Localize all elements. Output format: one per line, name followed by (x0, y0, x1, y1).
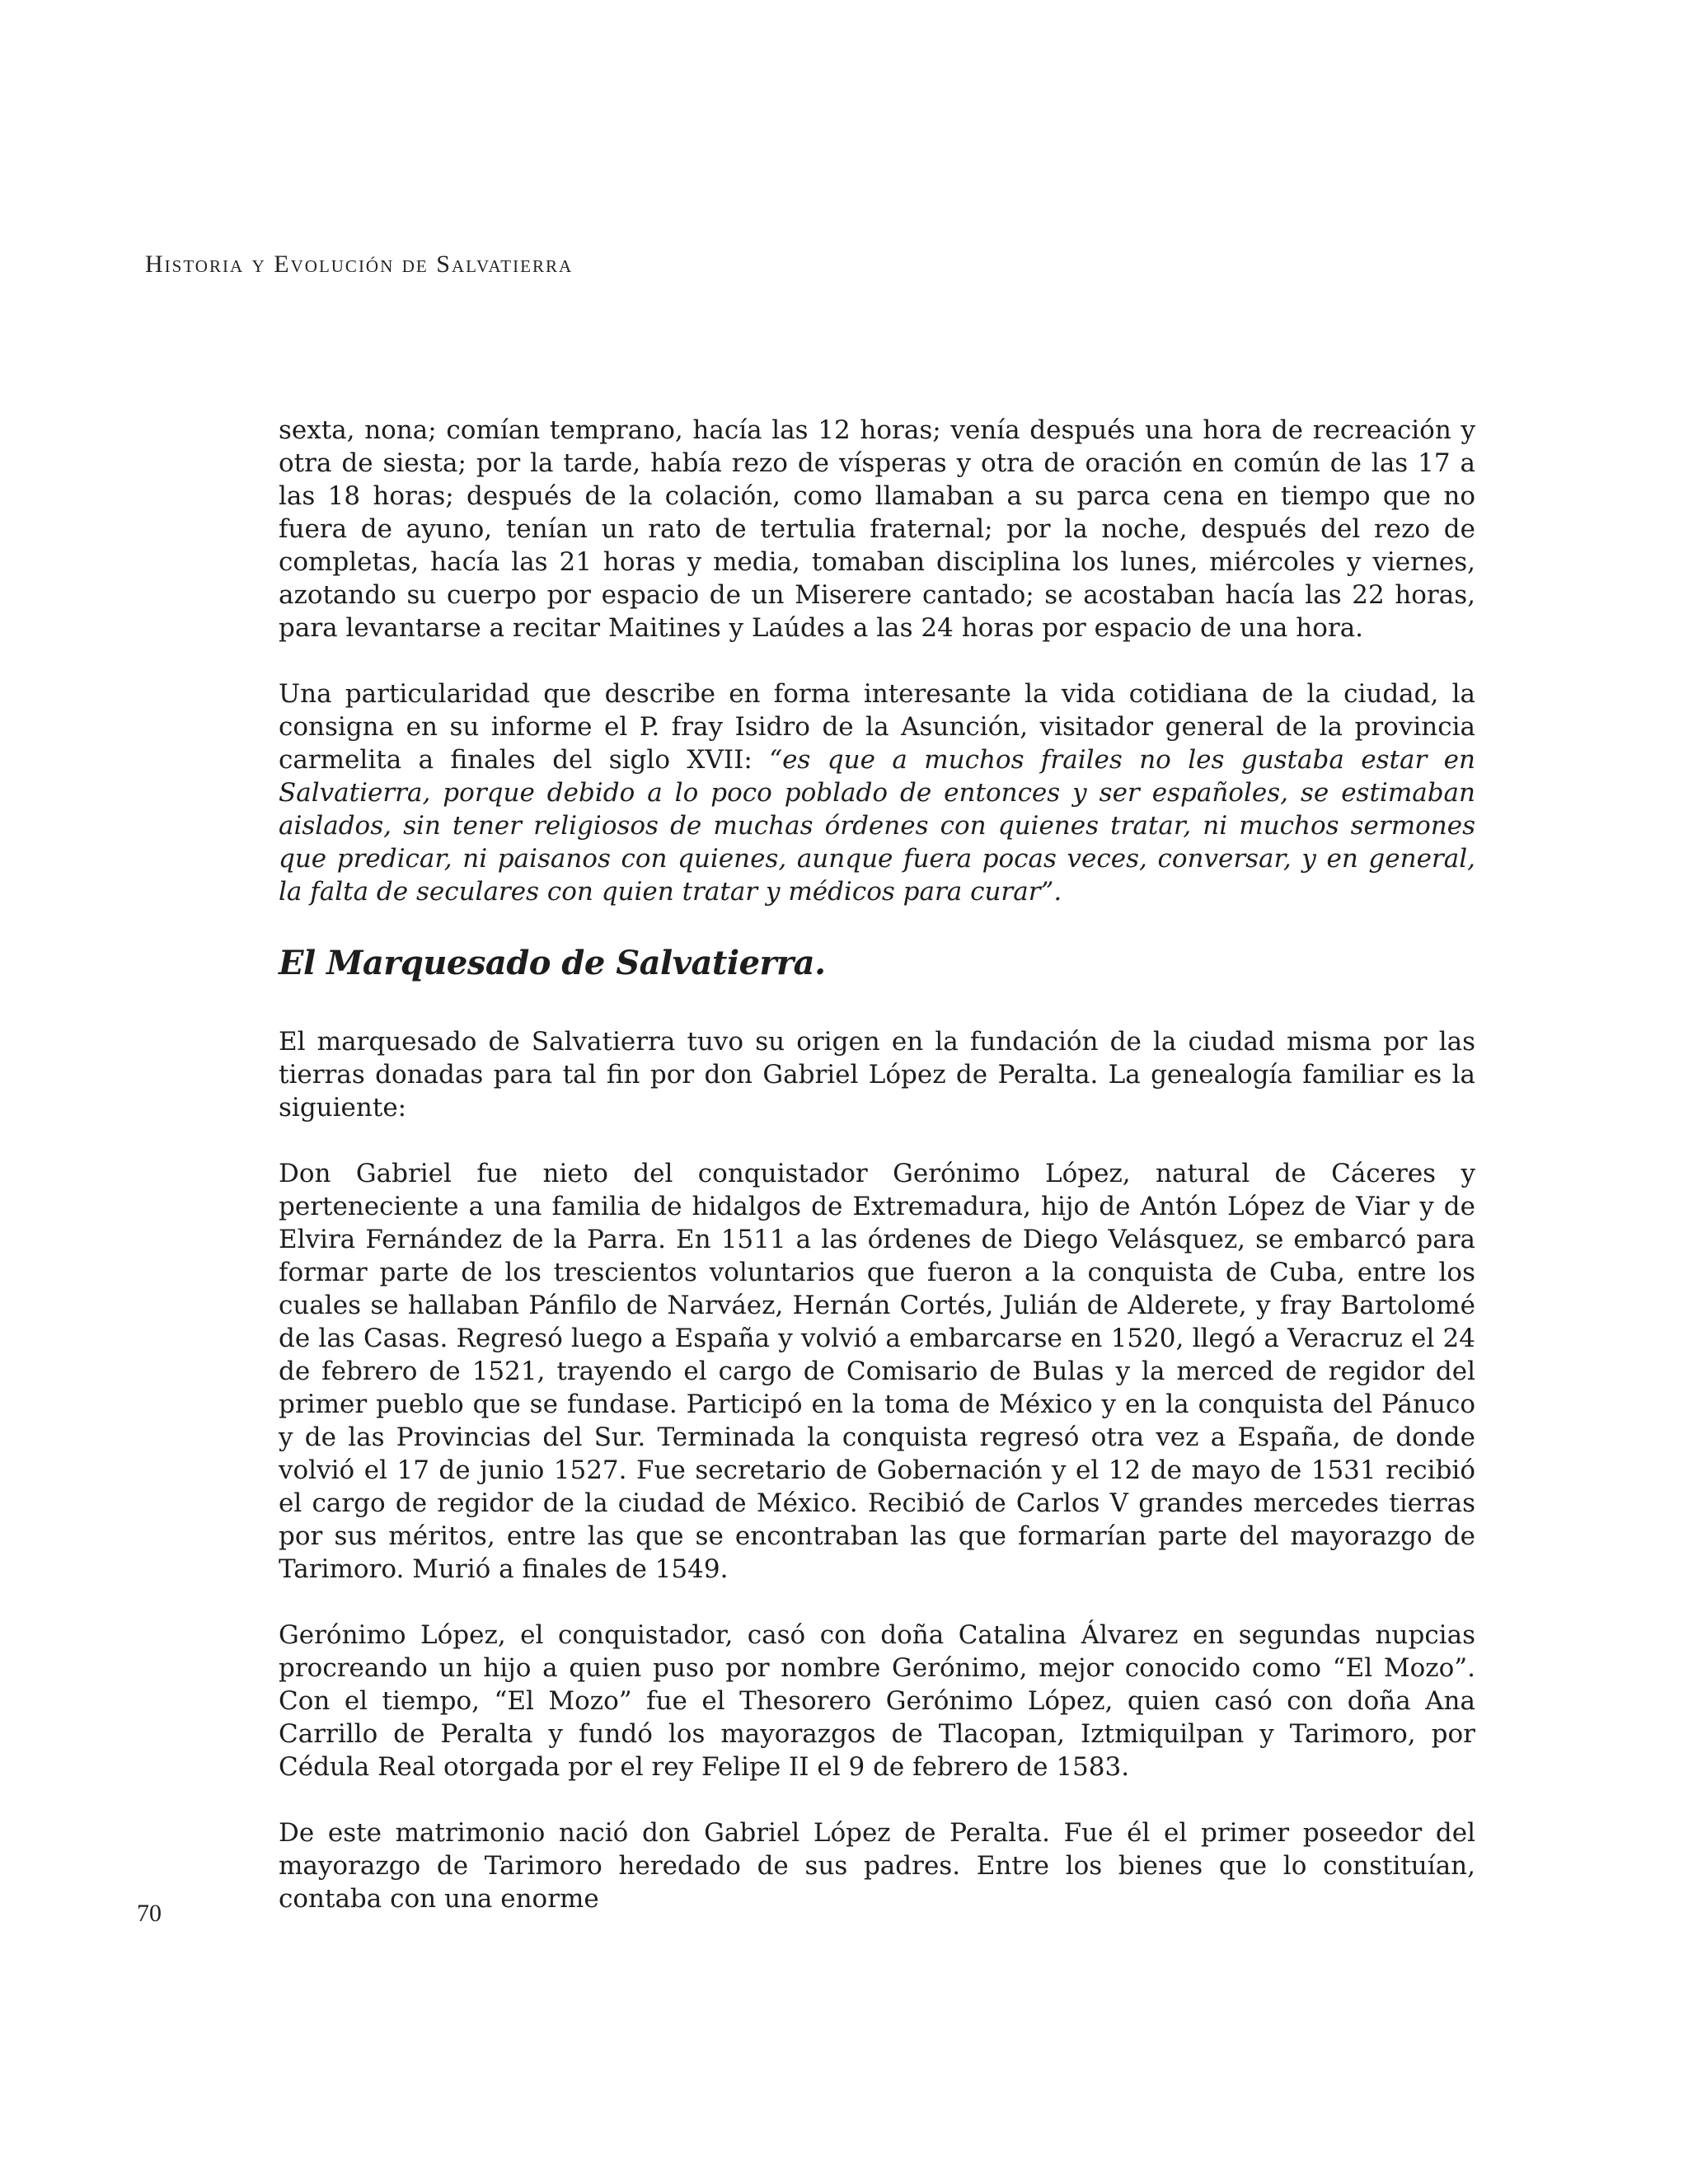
paragraph-text: sexta, nona; comían temprano, hacía las 12 horas; venía después una hora de recreación y otra de siesta; por la tarde, había rezo de vísperas y otra de oración en común de las 17 a las 18 horas; después de la colación, como llamaban a su parca cena en tiempo que no fuera de ayuno, tenían un rato de tertulia fraternal; por la noche, después del rezo de completas, hacía las 21 horas y media, tomaban disciplina los lunes, miércoles y viernes, azotando su cuerpo por espacio de un Miserere cantado; se acostaban hacía las 22 horas, para levantarse a recitar Maitines y Laúdes a las 24 horas por espacio de una hora. (279, 415, 1475, 643)
quotation: “es que a muchos frailes no les gustaba estar en Salvatierra, porque debido a lo poco poblado de entonces y ser españoles, se estimaban aislados, sin tener religiosos de muchas órdenes con quienes tratar, ni muchos sermones que predicar, ni paisanos con quienes, aunque fuera pocas veces, conversar, y en general, la falta de seculares con quien tratar y médicos para curar”. (279, 745, 1475, 907)
running-header: Historia y Evolución de Salvatierra (145, 251, 574, 278)
paragraph-matrimonio: De este matrimonio nació don Gabriel López de Peralta. Fue él el primer poseedor del mayorazgo de Tarimoro heredado de sus padres. Entre los bienes que lo constituían, contaba con una enorme (279, 1818, 1475, 1914)
paragraph-text: Una particularidad que describe en forma interesante la vida cotidiana de la ciudad, la consigna en su informe el P. fray Isidro de la Asunción, visitador general de la provincia carmelita a finales del siglo XVII: (279, 679, 1475, 775)
paragraph-don-gabriel: Don Gabriel fue nieto del conquistador Gerónimo López, natural de Cáceres y perteneciente a una familia de hidalgos de Extremadura, hijo de Antón López de Viar y de Elvira Fernández de la Parra. En 1511 a las órdenes de Diego Velásquez, se embarcó para formar parte de los trescientos voluntarios que fueron a la conquista de Cuba, entre los cuales se hallaban Pánfilo de Narváez, Hernán Cortés, Julián de Alderete, y fray Bartolomé de las Casas. Regresó luego a España y volvió a embarcarse en 1520, llegó a Veracruz el 24 de febrero de 1521, trayendo el cargo de Comisario de Bulas y la merced de regidor del primer pueblo que se fundase. Participó en la toma de México y en la conquista del Pánuco y de las Provincias del Sur. Terminada la conquista regresó otra vez a España, de donde volvió el 17 de junio 1527. Fue secretario de Gobernación y el 12 de mayo de 1531 recibió el cargo de regidor de la ciudad de México. Recibió de Carlos V grandes mercedes tierras por sus méritos, entre las que se encontraban las que formarían parte del mayorazgo de Tarimoro. Murió a finales de 1549. (279, 1159, 1475, 1584)
paragraph-schedule (279, 414, 1475, 644)
body-text (279, 414, 1475, 1948)
paragraph-visitor-report (279, 677, 1475, 908)
page-number: 70 (137, 1900, 162, 1927)
paragraph-geronimo-lopez: Gerónimo López, el conquistador, casó con doña Catalina Álvarez en segundas nupcias procreando un hijo a quien puso por nombre Gerónimo, mejor conocido como “El Mozo”. Con el tiempo, “El Mozo” fue el Thesorero Gerónimo López, quien casó con doña Ana Carrillo de Peralta y fundó los mayorazgos de Tlacopan, Iztmiquilpan y Tarimoro, por Cédula Real otorgada por el rey Felipe II el 9 de febrero de 1583. (279, 1620, 1475, 1782)
paragraph-marquesado-origin: El marquesado de Salvatierra tuvo su origen en la fundación de la ciudad misma por las tierras donadas para tal fin por don Gabriel López de Peralta. La genealogía familiar es la siguiente: (279, 1027, 1475, 1122)
section-heading: El Marquesado de Salvatierra. (279, 944, 826, 982)
